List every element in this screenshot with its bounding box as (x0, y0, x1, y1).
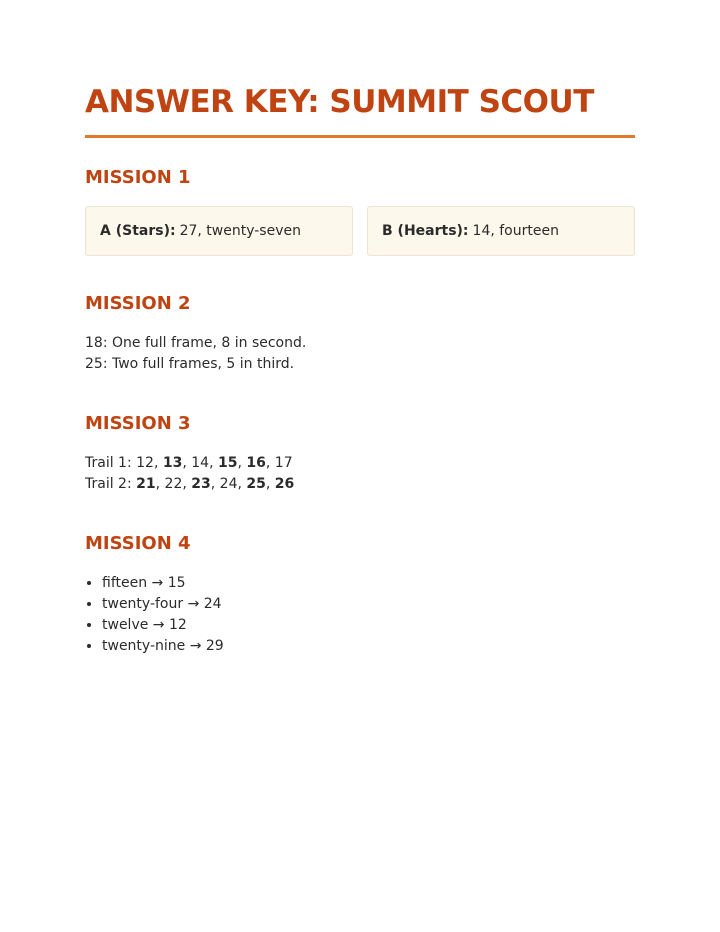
mission-4-list (85, 573, 635, 657)
trail-label: Trail 2: (85, 476, 137, 492)
list-item: • fifteen → 15 (102, 573, 635, 594)
trail-number: 24 (219, 476, 238, 492)
mission-2-answers (85, 333, 635, 375)
trail-number-answer: 25 (246, 476, 266, 492)
mission-2-line: 18: One full frame, 8 in second. (85, 335, 307, 351)
mission-2-heading: MISSION 2 (85, 293, 191, 314)
card-a-value: 27, twenty-seven (179, 223, 301, 239)
trail-number: 17 (274, 455, 293, 471)
trail-number-answer: 16 (246, 455, 266, 471)
trail-number: 22 (164, 476, 183, 492)
card-b-label: B (Hearts): (382, 223, 469, 239)
trail-number-answer: 26 (274, 476, 295, 492)
trail-number-answer: 23 (191, 476, 211, 492)
page-title: ANSWER KEY: SUMMIT SCOUT (85, 84, 594, 120)
list-item: • twenty-nine → 29 (102, 636, 635, 657)
trail-2-line: Trail 2: 21, 22, 23, 24, 25, 26 (85, 476, 295, 492)
mission-4-heading: MISSION 4 (85, 533, 191, 554)
mission-1-cards (85, 206, 635, 256)
trail-number-answer: 15 (218, 455, 238, 471)
card-a-label: A (Stars): (100, 223, 176, 239)
answer-card-b (367, 206, 635, 256)
mission-2-line: 25: Two full frames, 5 in third. (85, 356, 295, 372)
trail-number: 12 (136, 455, 154, 471)
list-item: • twenty-four → 24 (102, 594, 635, 615)
mission-1-heading: MISSION 1 (85, 167, 191, 188)
title-divider (85, 135, 635, 138)
card-b-value: 14, fourteen (472, 223, 559, 239)
trail-number-answer: 13 (162, 455, 183, 471)
answer-card-a (85, 206, 353, 256)
trail-1-line: Trail 1: 12, 13, 14, 15, 16, 17 (85, 455, 293, 471)
mission-3-answers (85, 453, 635, 495)
list-item: • twelve → 12 (102, 615, 635, 636)
trail-label: Trail 1: (85, 455, 137, 471)
mission-3-heading: MISSION 3 (85, 413, 191, 434)
trail-number-answer: 21 (136, 476, 156, 492)
trail-number: 14 (191, 455, 210, 471)
